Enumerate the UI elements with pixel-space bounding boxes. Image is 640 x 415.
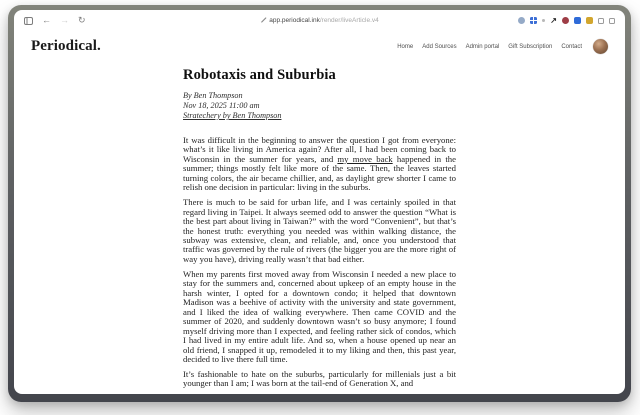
extension-square-gold-icon[interactable] xyxy=(586,17,593,24)
tabs-outline-icon[interactable] xyxy=(598,18,604,24)
article-body xyxy=(183,136,456,389)
move-back-link[interactable]: my move back xyxy=(337,153,393,164)
url-host: app.periodical.ink xyxy=(269,17,320,24)
article xyxy=(183,67,456,389)
paragraph-2: There is much to be said for urban life, and I was certainly spoiled in that regard living in Taipei. It always seemed odd to answer the question “What is the best part about living in Taiwan?” with the word “Convenient”, but that’s the honest truth: everything you needed was within walking distance, the subway was extensive, clean, and reliable, and, once you understood that traffic was governed by the rule of rivers (the bigger you are the more right of way you have), driving really wasn’t that bad either. xyxy=(183,197,456,264)
window-outline-icon[interactable] xyxy=(609,18,615,24)
extension-grid-blue-icon[interactable] xyxy=(530,17,537,24)
extension-circle-lightblue-icon[interactable] xyxy=(518,17,525,24)
extension-icons xyxy=(518,17,615,25)
extension-square-blue-icon[interactable] xyxy=(574,17,581,24)
forward-icon[interactable]: → xyxy=(60,15,69,25)
browser-toolbar xyxy=(14,10,625,31)
paragraph-1 xyxy=(183,136,456,193)
toolbar-left-controls xyxy=(24,16,86,25)
user-avatar[interactable] xyxy=(593,39,608,54)
reload-icon[interactable]: ↻ xyxy=(78,15,86,25)
site-nav xyxy=(397,39,608,54)
nav-admin-portal[interactable]: Admin portal xyxy=(465,43,500,50)
article-byline: By Ben Thompson xyxy=(183,91,243,100)
sidebar-toggle-icon[interactable] xyxy=(24,17,33,25)
nav-home[interactable]: Home xyxy=(397,43,414,50)
url-path: /render/liveArticle.v4 xyxy=(319,17,379,24)
back-icon[interactable]: ← xyxy=(42,15,51,25)
extension-dot-icon[interactable] xyxy=(542,19,545,22)
browser-window xyxy=(8,5,631,402)
article-date: Nov 18, 2025 11:00 am xyxy=(183,101,260,110)
paragraph-4: It’s fashionable to hate on the suburbs, particularly for millenials just a bit younger than I am; I was born at the tail-end of Generation X, and xyxy=(183,368,456,389)
nav-add-sources[interactable]: Add Sources xyxy=(422,43,457,50)
site-header xyxy=(14,31,625,60)
paragraph-3: When my parents first moved away from Wisconsin I needed a new place to stay for the summers and, concerned about upkeep of an empty house in the harsh winter, I opted for a downtown condo; it helped that downtown Madison was a beehive of activity with the university and state government, and I liked the idea of walking everywhere. Then came COVID and the summer of 2020, and suddenly downtown wasn’t so busy anymore; I found myself driving more than I expected, and feeling rather sick of condos, which I had lived in my entire adult life. And so, when a house opened up near an old friend, I snapped it up, remodeled it to my liking and then, this past year, decided to live there full time. xyxy=(183,268,456,364)
nav-gift-subscription[interactable]: Gift Subscription xyxy=(508,43,553,50)
url-bar[interactable] xyxy=(260,17,378,25)
link-icon xyxy=(260,17,266,25)
article-source-link[interactable]: Stratechery by Ben Thompson xyxy=(183,111,282,120)
article-title: Robotaxis and Suburbia xyxy=(183,67,336,83)
paragraph-1-text-cont: happened in the summer; things mostly felt like more of the same. Then, the leaves started turning colors, the air became chillier, and, as daylight grew shorter I came to relish one decision in particular: living in the suburbs. xyxy=(183,153,456,193)
site-logo[interactable]: Periodical. xyxy=(31,38,101,54)
extension-circle-maroon-icon[interactable] xyxy=(562,17,569,24)
paragraph-1-text: It was difficult in the beginning to answer the question I got from everyone: what’s it like living in America again? After all, I had been coming back to Wisconsin in the summer for years, and xyxy=(183,135,456,164)
extension-diagonal-arrow-icon[interactable]: ↗ xyxy=(550,15,557,25)
nav-contact[interactable]: Contact xyxy=(561,43,582,50)
article-meta xyxy=(183,91,456,121)
browser-viewport xyxy=(14,10,625,394)
